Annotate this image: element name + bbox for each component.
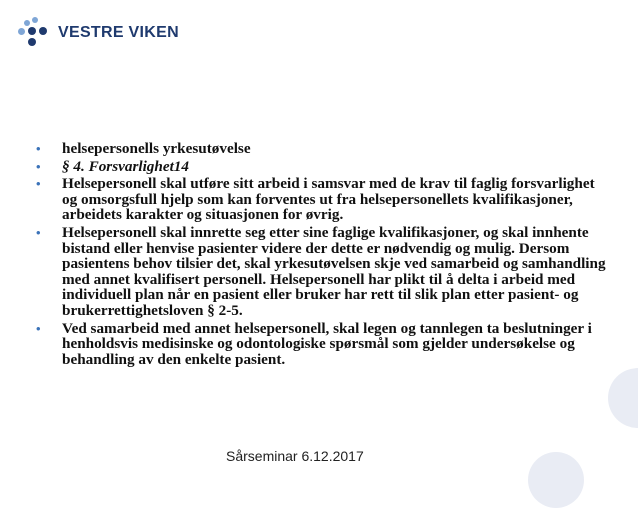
bullet-text: helsepersonells yrkesutøvelse: [62, 140, 251, 157]
bullet-text: § 4. Forsvarlighet14: [62, 157, 189, 175]
decorative-circle: [608, 368, 638, 428]
vestre-viken-logo: [18, 16, 179, 50]
bullet-icon: •: [36, 320, 41, 336]
slide-content: [36, 141, 606, 369]
bullet-icon: •: [36, 141, 41, 156]
bullet-text: Helsepersonell skal innrette seg etter sine faglige kvalifikasjoner, og skal innhente bistand eller henvise pasienter videre der dette er nødvendig og mulig. Dersom pasientens behov tilsier det, skal yrkesutøvelsen skje ved samarbeid og samhandling med annet kvalifisert personell. Helsepersonell har plikt til å delta i arbeid med individuell plan når en pasient eller bruker har rett til slik plan etter pasient- og brukerrettighetsloven § 2-5.: [62, 223, 606, 319]
bullet-item: [36, 321, 606, 368]
bullet-item: [36, 159, 606, 175]
bullet-text: Ved samarbeid med annet helsepersonell, skal legen og tannlegen ta beslutninger i henholdsvis medisinske og odontologiske spørsmål som gjelder undersøkelse og behandling av den enkelte pasient.: [62, 319, 592, 368]
bullet-icon: •: [36, 224, 41, 240]
logo-dots-icon: [18, 16, 52, 50]
bullet-item: [36, 176, 606, 223]
bullet-item: [36, 225, 606, 319]
bullet-list: [36, 141, 606, 367]
footer-date: Sårseminar 6.12.2017: [226, 448, 364, 464]
bullet-icon: •: [36, 158, 41, 174]
bullet-icon: •: [36, 176, 41, 192]
brand-name: VESTRE VIKEN: [58, 24, 179, 41]
bullet-item: [36, 141, 606, 157]
bullet-text: Helsepersonell skal utføre sitt arbeid i samsvar med de krav til faglig forsvarlighet og omsorgsfull hjelp som kan forventes ut fra helsepersonellets kvalifikasjoner, arbeidets karakter og situasjonen for øvrig.: [62, 175, 595, 224]
decorative-circle: [528, 452, 584, 508]
